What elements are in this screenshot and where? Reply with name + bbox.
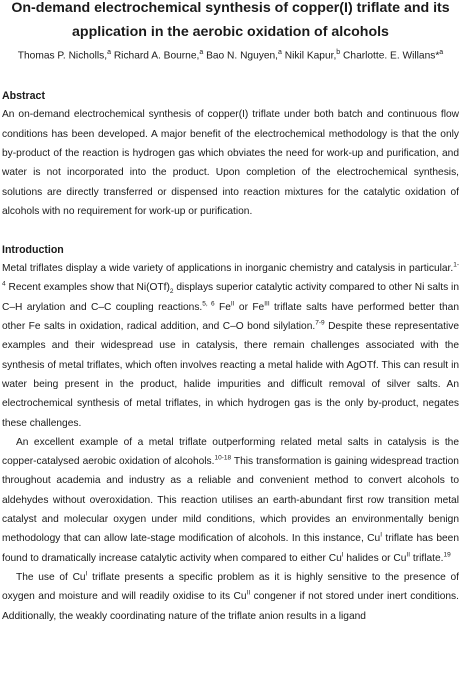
introduction-heading: Introduction: [2, 244, 64, 257]
author-name: Thomas P. Nicholls,: [17, 50, 108, 62]
affiliation-mark: a: [199, 49, 204, 56]
text-run: halides or Cu: [343, 552, 407, 564]
text-run: or Fe: [234, 301, 265, 313]
text-run: The use of Cu: [16, 571, 86, 583]
text-run: triflate salts have performed better than other Fe salts in oxidation, radical addition, and C–O bond silylation.: [2, 301, 459, 333]
citation: 10-18: [214, 454, 232, 462]
affiliation-mark: a: [278, 49, 282, 56]
text-run: congener if not stored under inert conditions. Additionally, the weakly coordinating nature of the triflate anion results in a ligand: [2, 591, 459, 622]
oxidation-state: II: [406, 551, 411, 559]
text-run: An excellent example of a metal triflate outperforming related metal salts in catalysis is the copper-catalysed aerobic oxidation of alcohols.: [2, 436, 459, 468]
citation: 7-9: [315, 319, 325, 327]
affiliation-mark: a: [107, 49, 111, 56]
text-run: This transformation is gaining widespread traction throughout academia and industry as a reliable and convenient method to convert alcohols to aldehydes without overoxidation. This reaction utilises an earth-abundant first row transition metal catalyst and molecular oxygen under mild conditions, which provides an environmentally benign methodology that can allow late-stage modification of alcohols. In this instance, Cu: [2, 456, 459, 545]
subscript: 2: [169, 288, 174, 296]
text-run: Recent examples show that Ni(OTf): [5, 282, 170, 294]
text-run: triflate.: [410, 552, 444, 564]
intro-paragraph-1: [2, 259, 459, 433]
text-run: triflate presents a specific problem as it is highly sensitive to the presence of oxygen and moisture and will readily oxidise to its Cu: [2, 571, 459, 603]
oxidation-state: III: [264, 300, 270, 308]
intro-paragraph-3: [2, 568, 459, 626]
oxidation-state: II: [246, 589, 251, 597]
text-run: Fe: [214, 301, 231, 313]
oxidation-state: I: [380, 531, 382, 539]
author-name: Bao N. Nguyen,: [206, 50, 279, 62]
text-run: displays superior catalytic activity compared to other Ni salts in C–H arylation and C–C coupling reactions.: [2, 282, 459, 313]
author-name: Nikil Kapur,: [284, 50, 337, 62]
abstract-text: An on-demand electrochemical synthesis of copper(I) triflate under both batch and continuous flow conditions has been developed. A major benefit of the electrochemical methodology is that the only by-product of the reaction is hydrogen gas which obviates the need for work-up and purification, and water is not incorporated into the product. Upon completion of the electrochemical synthesis, solutions are directly transferred or dispensed into reaction mixtures for the catalytic oxidation of alcohols with no requirement for work-up or purification.: [2, 109, 459, 217]
author-name: Charlotte. E. Willans*: [343, 50, 440, 62]
affiliation-mark: b: [336, 49, 341, 56]
oxidation-state: II: [230, 300, 235, 308]
paper-title: On-demand electrochemical synthesis of copper(I) triflate and its application in the aerobic oxidation of alcohols: [11, 0, 450, 40]
author-list: [2, 46, 459, 63]
intro-paragraph-2: [2, 433, 459, 568]
citation: 1-4: [2, 261, 459, 289]
text-run: Despite these representative examples and their widespread use in catalysis, there remain challenges associated with the synthesis of metal triflates, which often involves reacting a metal halide with AgOTf. This can result in water being present in the product, halide impurities and difficult removal of silver salts. An electrochemical synthesis of metal triflates, in which hydrogen gas is the only by-product, negates these challenges.: [2, 321, 460, 429]
citation: 5, 6: [202, 300, 215, 308]
oxidation-state: I: [341, 551, 344, 559]
text-run: triflate has been found to dramatically increase catalytic activity when compared to either Cu: [2, 533, 459, 564]
citation: 19: [443, 551, 451, 559]
author-name: Richard A. Bourne,: [113, 50, 200, 62]
text-run: Metal triflates display a wide variety of applications in inorganic chemistry and catalysis in particular.: [2, 263, 454, 275]
affiliation-mark: a: [439, 49, 444, 56]
abstract-heading: Abstract: [2, 90, 45, 103]
oxidation-state: I: [85, 570, 88, 578]
